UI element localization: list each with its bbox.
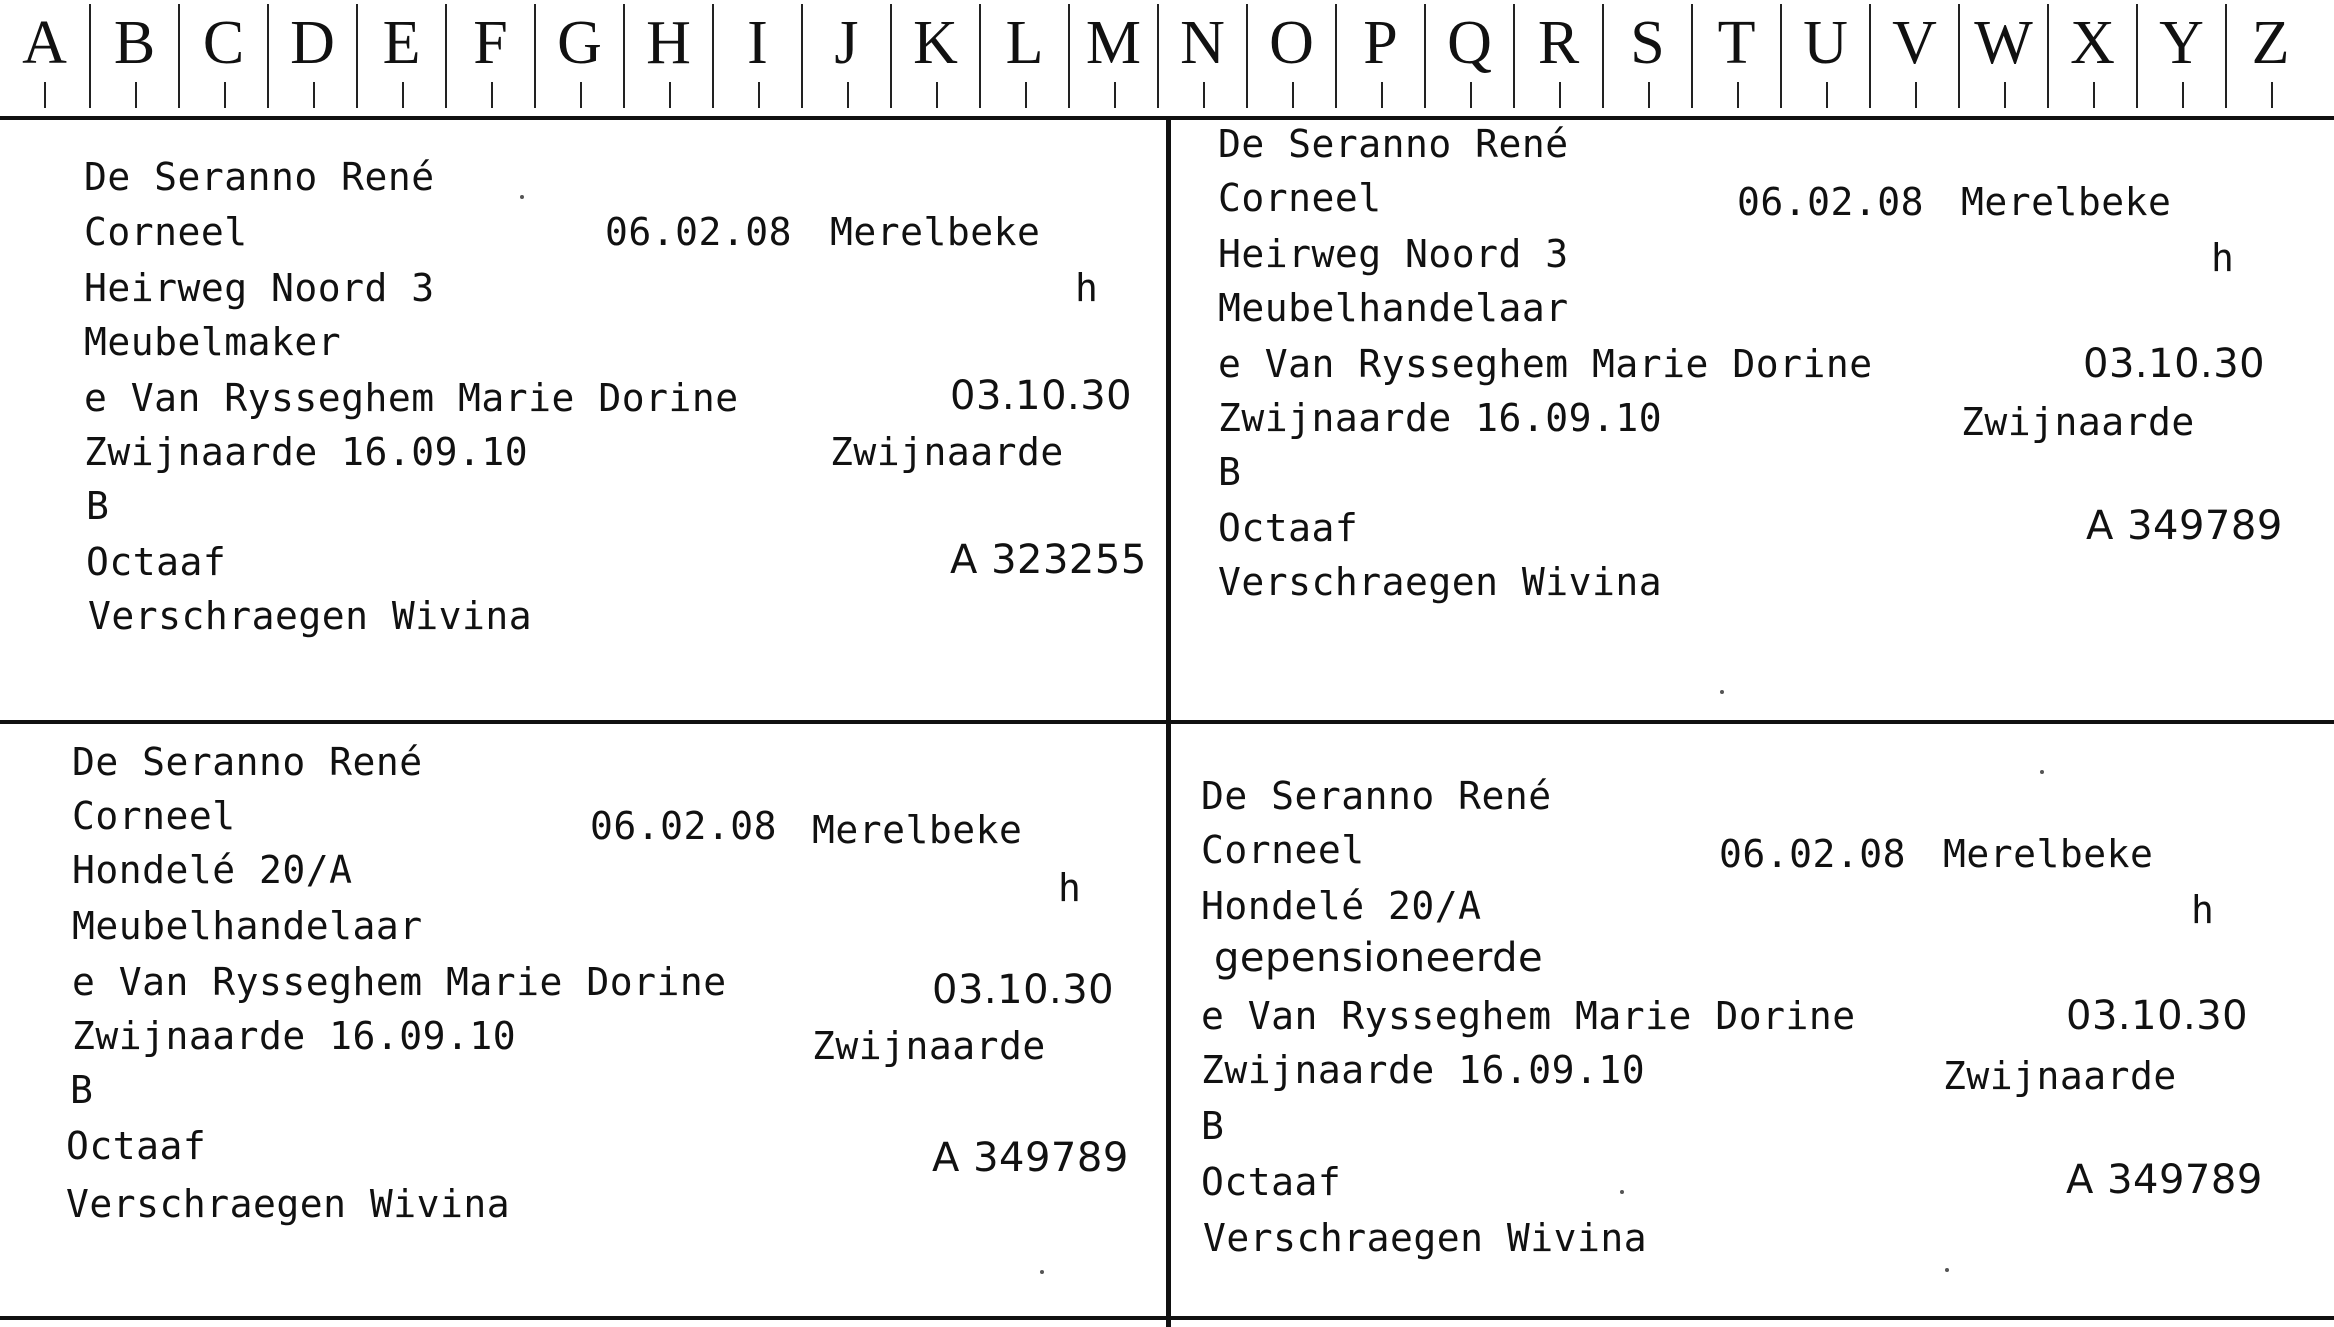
alphabet-letter-x[interactable]: X [2047,4,2136,108]
card-mother: Verschraegen Wivina [1218,560,1663,604]
card-profession: Meubelhandelaar [72,904,423,948]
card-id-number: A 349789 [932,1135,1129,1181]
card-id-number: A 349789 [2066,1157,2263,1203]
card-code: B [70,1068,94,1112]
card-address: Heirweg Noord 3 [1218,232,1569,276]
card-mother: Verschraegen Wivina [66,1182,511,1226]
card-spouse: e Van Rysseghem Marie Dorine [84,376,739,420]
card-marker: h [1075,266,1099,310]
card-birth-date: 06.02.08 [605,210,793,254]
alphabet-letter-r[interactable]: R [1513,4,1602,108]
alphabet-letter-u[interactable]: U [1780,4,1869,108]
record-card-2 [1171,120,2334,720]
alphabet-letter-j[interactable]: J [801,4,890,108]
card-marriage-date: 03.10.30 [932,967,1115,1013]
alphabet-letter-y[interactable]: Y [2136,4,2225,108]
card-birth-date: 06.02.08 [1719,832,1907,876]
alphabet-letter-t[interactable]: T [1691,4,1780,108]
alphabet-letter-p[interactable]: P [1335,4,1424,108]
card-spouse: e Van Rysseghem Marie Dorine [72,960,727,1004]
card-marriage-place: Zwijnaarde [1961,400,2195,444]
card-address: Heirweg Noord 3 [84,266,435,310]
alphabet-letter-k[interactable]: K [890,4,979,108]
alphabet-letter-q[interactable]: Q [1424,4,1513,108]
alphabet-letter-z[interactable]: Z [2225,4,2314,108]
card-profession: gepensioneerde [1214,935,1544,981]
alphabet-letter-l[interactable]: L [979,4,1068,108]
alphabet-letter-m[interactable]: M [1068,4,1157,108]
card-address: Hondelé 20/A [1201,884,1482,928]
alphabet-letter-c[interactable]: C [178,4,267,108]
card-birth-place: Merelbeke [830,210,1041,254]
alphabet-letter-o[interactable]: O [1246,4,1335,108]
card-spouse-birth: Zwijnaarde 16.09.10 [1201,1048,1646,1092]
card-first-name: Corneel [72,794,236,838]
alphabet-letter-a[interactable]: A [0,4,89,108]
alphabet-index-bar [0,0,2334,120]
alphabet-letter-e[interactable]: E [356,4,445,108]
scan-speck [1620,1190,1624,1194]
record-card-3 [0,724,1166,1316]
card-marriage-place: Zwijnaarde [812,1024,1046,1068]
card-birth-place: Merelbeke [1943,832,2154,876]
alphabet-letter-v[interactable]: V [1869,4,1958,108]
card-address: Hondelé 20/A [72,848,353,892]
card-father: Octaaf [66,1124,207,1168]
card-father: Octaaf [86,540,227,584]
card-code: B [86,484,110,528]
alphabet-letter-f[interactable]: F [445,4,534,108]
card-name: De Seranno René [72,740,423,784]
alphabet-letter-g[interactable]: G [534,4,623,108]
card-birth-date: 06.02.08 [1737,180,1925,224]
alphabet-letter-b[interactable]: B [89,4,178,108]
card-id-number: A 349789 [2086,503,2283,549]
card-spouse-birth: Zwijnaarde 16.09.10 [72,1014,517,1058]
card-spouse: e Van Rysseghem Marie Dorine [1218,342,1873,386]
card-first-name: Corneel [84,210,248,254]
scan-speck [1720,690,1724,694]
scan-speck [1945,1268,1949,1272]
card-code: B [1218,450,1242,494]
alphabet-letter-w[interactable]: W [1958,4,2047,108]
card-mother: Verschraegen Wivina [1203,1216,1648,1260]
scan-speck [2040,770,2044,774]
record-card-1 [0,120,1166,720]
card-birth-date: 06.02.08 [590,804,778,848]
card-name: De Seranno René [1201,774,1552,818]
alphabet-letter-i[interactable]: I [712,4,801,108]
card-spouse-birth: Zwijnaarde 16.09.10 [84,430,529,474]
card-marriage-date: 03.10.30 [2083,341,2266,387]
card-profession: Meubelmaker [84,320,342,364]
card-birth-place: Merelbeke [1961,180,2172,224]
alphabet-letter-h[interactable]: H [623,4,712,108]
card-id-number: A 323255 [950,537,1147,583]
card-marker: h [2191,888,2215,932]
card-divider-bottom [0,1316,2334,1320]
card-first-name: Corneel [1201,828,1365,872]
card-profession: Meubelhandelaar [1218,286,1569,330]
card-marriage-place: Zwijnaarde [1943,1054,2177,1098]
card-name: De Seranno René [84,155,435,199]
scan-speck [520,195,524,199]
card-first-name: Corneel [1218,176,1382,220]
card-marriage-place: Zwijnaarde [830,430,1064,474]
card-marker: h [2211,236,2235,280]
card-father: Octaaf [1218,506,1359,550]
alphabet-letter-s[interactable]: S [1602,4,1691,108]
card-spouse: e Van Rysseghem Marie Dorine [1201,994,1856,1038]
card-name: De Seranno René [1218,122,1569,166]
card-father: Octaaf [1201,1160,1342,1204]
card-marriage-date: 03.10.30 [2066,993,2249,1039]
card-code: B [1201,1104,1225,1148]
card-marriage-date: 03.10.30 [950,373,1133,419]
alphabet-letter-d[interactable]: D [267,4,356,108]
card-birth-place: Merelbeke [812,808,1023,852]
card-mother: Verschraegen Wivina [88,594,533,638]
alphabet-letter-n[interactable]: N [1157,4,1246,108]
card-spouse-birth: Zwijnaarde 16.09.10 [1218,396,1663,440]
card-marker: h [1058,866,1082,910]
record-card-4 [1171,724,2334,1316]
scan-speck [1040,1270,1044,1274]
